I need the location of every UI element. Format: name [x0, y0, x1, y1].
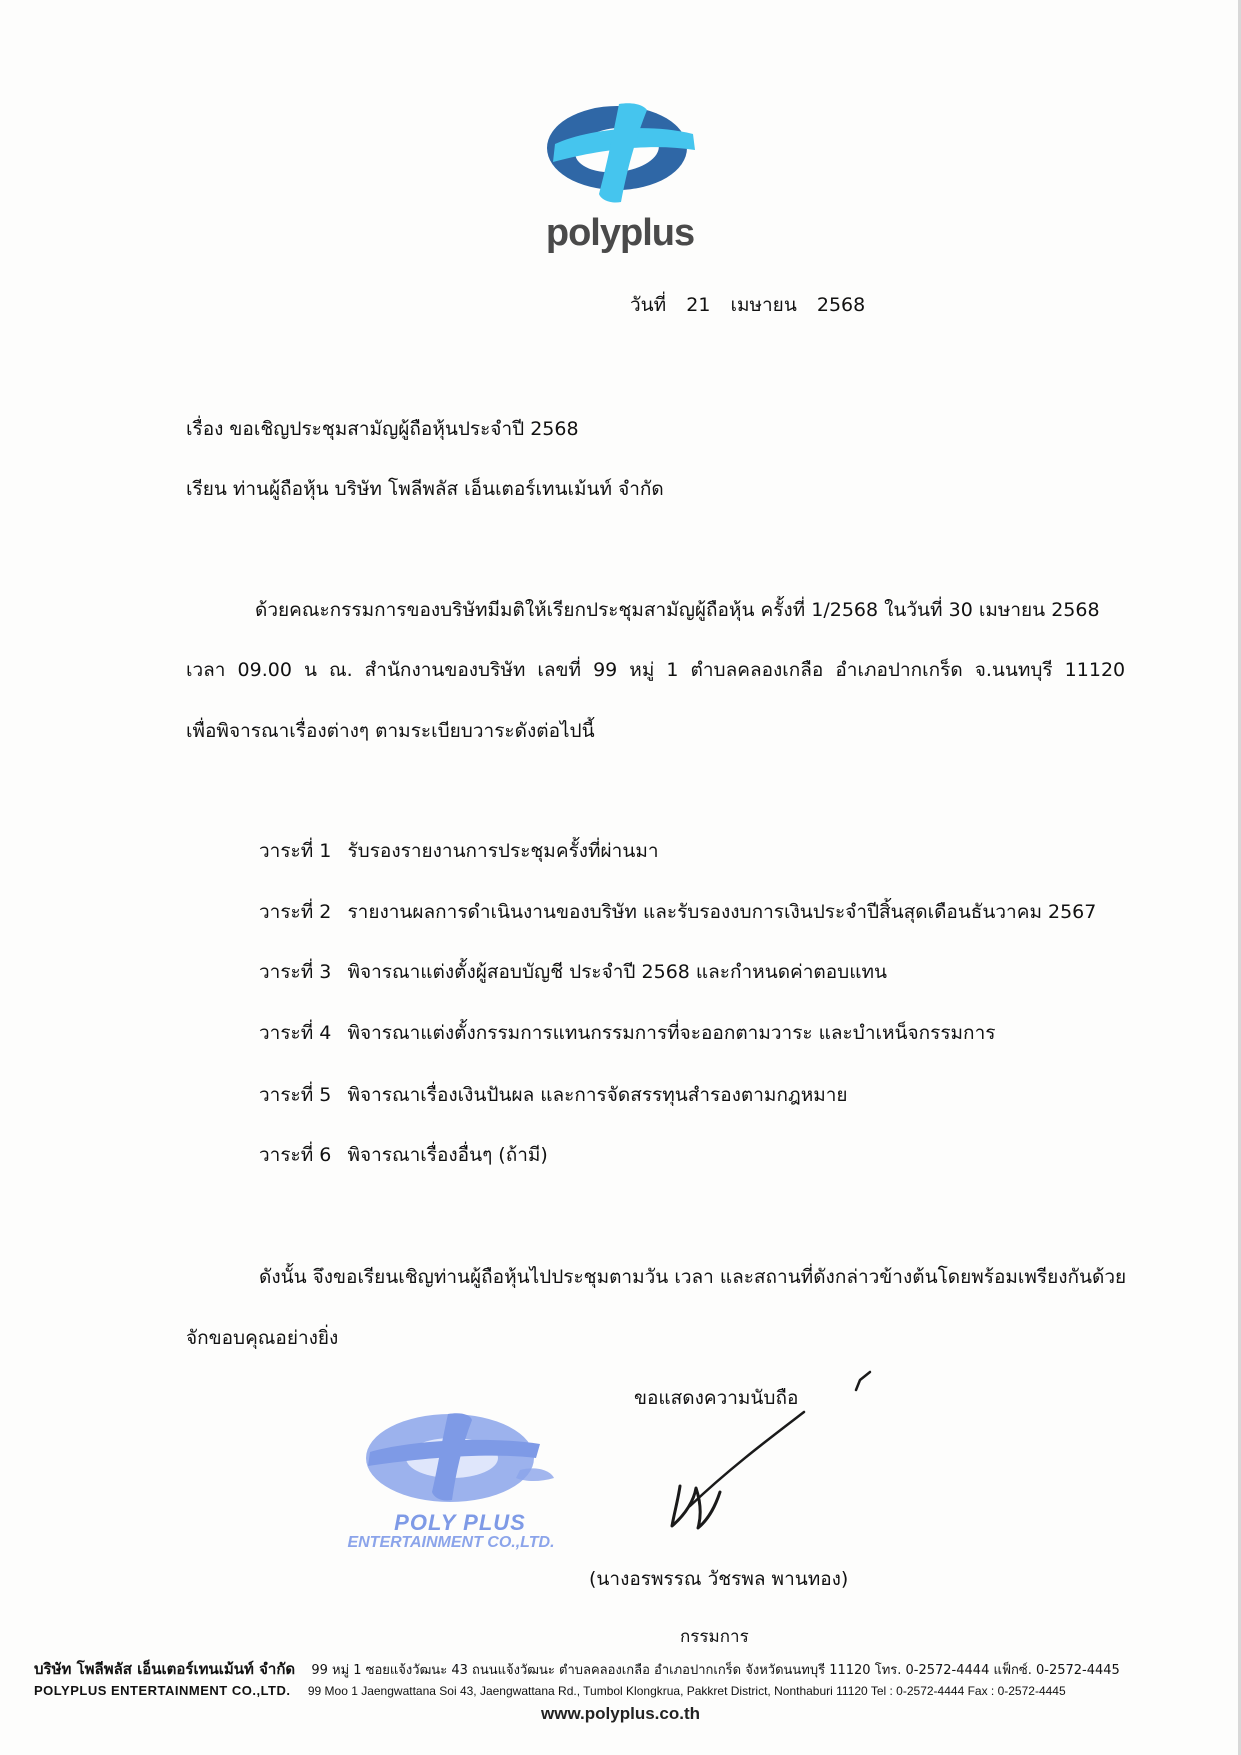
letter-subject: เรื่อง ขอเชิญประชุมสามัญผู้ถือหุ้นประจำปี 2568 — [186, 418, 579, 440]
letter-date — [630, 290, 879, 320]
agenda-text: พิจารณาแต่งตั้งผู้สอบบัญชี ประจำปี 2568 และกำหนดค่าตอบแทน — [347, 961, 887, 983]
polyplus-logo-icon — [535, 100, 705, 210]
date-month: เมษายน — [730, 294, 797, 316]
agenda-text: พิจารณาเรื่องเงินปันผล และการจัดสรรทุนสำรองตามกฎหมาย — [347, 1084, 848, 1106]
body-line-3: เพื่อพิจารณาเรื่องต่างๆ ตามระเบียบวาระดังต่อไปนี้ — [186, 720, 595, 742]
agenda-number: วาระที่ 1 — [259, 840, 332, 862]
footer-english — [34, 1683, 1066, 1698]
regards-text: ขอแสดงความนับถือ — [634, 1387, 799, 1409]
agenda-number: วาระที่ 2 — [259, 901, 332, 923]
letter-recipient: เรียน ท่านผู้ถือหุ้น บริษัท โพลีพลัส เอ็นเตอร์เทนเม้นท์ จำกัด — [186, 478, 664, 500]
stamp-logo-icon — [340, 1400, 560, 1520]
date-day: 21 — [686, 294, 711, 316]
handwritten-signature — [660, 1368, 880, 1538]
footer-company-english: POLYPLUS ENTERTAINMENT CO.,LTD. — [34, 1683, 291, 1698]
agenda-item — [259, 1018, 995, 1048]
agenda-item — [259, 1140, 548, 1170]
agenda-text: พิจารณาแต่งตั้งกรรมการแทนกรรมการที่จะออกตามวาระ และบำเหน็จกรรมการ — [347, 1022, 996, 1044]
footer-company-thai: บริษัท โพลีพลัส เอ็นเตอร์เทนเม้นท์ จำกัด — [34, 1660, 296, 1678]
closing-line-2: จักขอบคุณอย่างยิ่ง — [186, 1327, 339, 1349]
agenda-number: วาระที่ 6 — [259, 1144, 332, 1166]
agenda-text: พิจารณาเรื่องอื่นๆ (ถ้ามี) — [347, 1144, 548, 1166]
agenda-item — [259, 836, 659, 866]
body-line-1: ด้วยคณะกรรมการของบริษัทมีมติให้เรียกประชุมสามัญผู้ถือหุ้น ครั้งที่ 1/2568 ในวันที่ 30 เมษายน 2568 — [255, 599, 1100, 621]
agenda-item — [259, 957, 887, 987]
footer-address-english: 99 Moo 1 Jaengwattana Soi 43, Jaengwattana Rd., Tumbol Klongkrua, Pakkret District, Nonthaburi 11120 Tel : 0-2572-4444 Fax : 0-2572-4445 — [307, 1684, 1066, 1698]
date-year: 2568 — [816, 294, 866, 316]
footer-address-thai: 99 หมู่ 1 ซอยแจ้งวัฒนะ 43 ถนนแจ้งวัฒนะ ตำบลคลองเกลือ อำเภอปากเกร็ด จังหวัดนนทบุรี 11120 โทร. 0-2572-4444 แฟ็กซ์. 0-2572-4445 — [311, 1663, 1120, 1678]
footer-thai — [34, 1657, 1120, 1681]
logo-wordmark: polyplus — [545, 212, 695, 254]
company-logo — [520, 100, 720, 260]
footer-website[interactable]: www.polyplus.co.th — [541, 1704, 700, 1723]
agenda-item — [259, 1080, 848, 1110]
date-prefix: วันที่ — [630, 294, 667, 316]
agenda-number: วาระที่ 3 — [259, 961, 332, 983]
signer-name: (นางอรพรรณ วัชรพล พานทอง) — [589, 1568, 849, 1590]
agenda-text: รับรองรายงานการประชุมครั้งที่ผ่านมา — [347, 840, 659, 862]
agenda-number: วาระที่ 5 — [259, 1084, 332, 1106]
signer-role: กรรมการ — [680, 1627, 749, 1647]
agenda-number: วาระที่ 4 — [259, 1022, 332, 1044]
agenda-item — [259, 897, 1096, 927]
signature-icon — [660, 1368, 880, 1538]
closing-line-1: ดังนั้น จึงขอเรียนเชิญท่านผู้ถือหุ้นไปประชุมตามวัน เวลา และสถานที่ดังกล่าวข้างต้นโดยพร้อมเพรียงกันด้วย — [259, 1266, 1127, 1288]
stamp-line-2: ENTERTAINMENT CO.,LTD. — [347, 1534, 555, 1551]
agenda-text: รายงานผลการดำเนินงานของบริษัท และรับรองงบการเงินประจำปีสิ้นสุดเดือนธันวาคม 2567 — [347, 901, 1097, 923]
company-stamp — [340, 1400, 560, 1560]
stamp-line-1: POLY PLUS — [394, 1510, 526, 1535]
body-line-2: เวลา 09.00 น ณ. สำนักงานของบริษัท เลขที่ 99 หมู่ 1 ตำบลคลองเกลือ อำเภอปากเกร็ด จ.นนทบุรี 11120 — [186, 659, 1126, 681]
